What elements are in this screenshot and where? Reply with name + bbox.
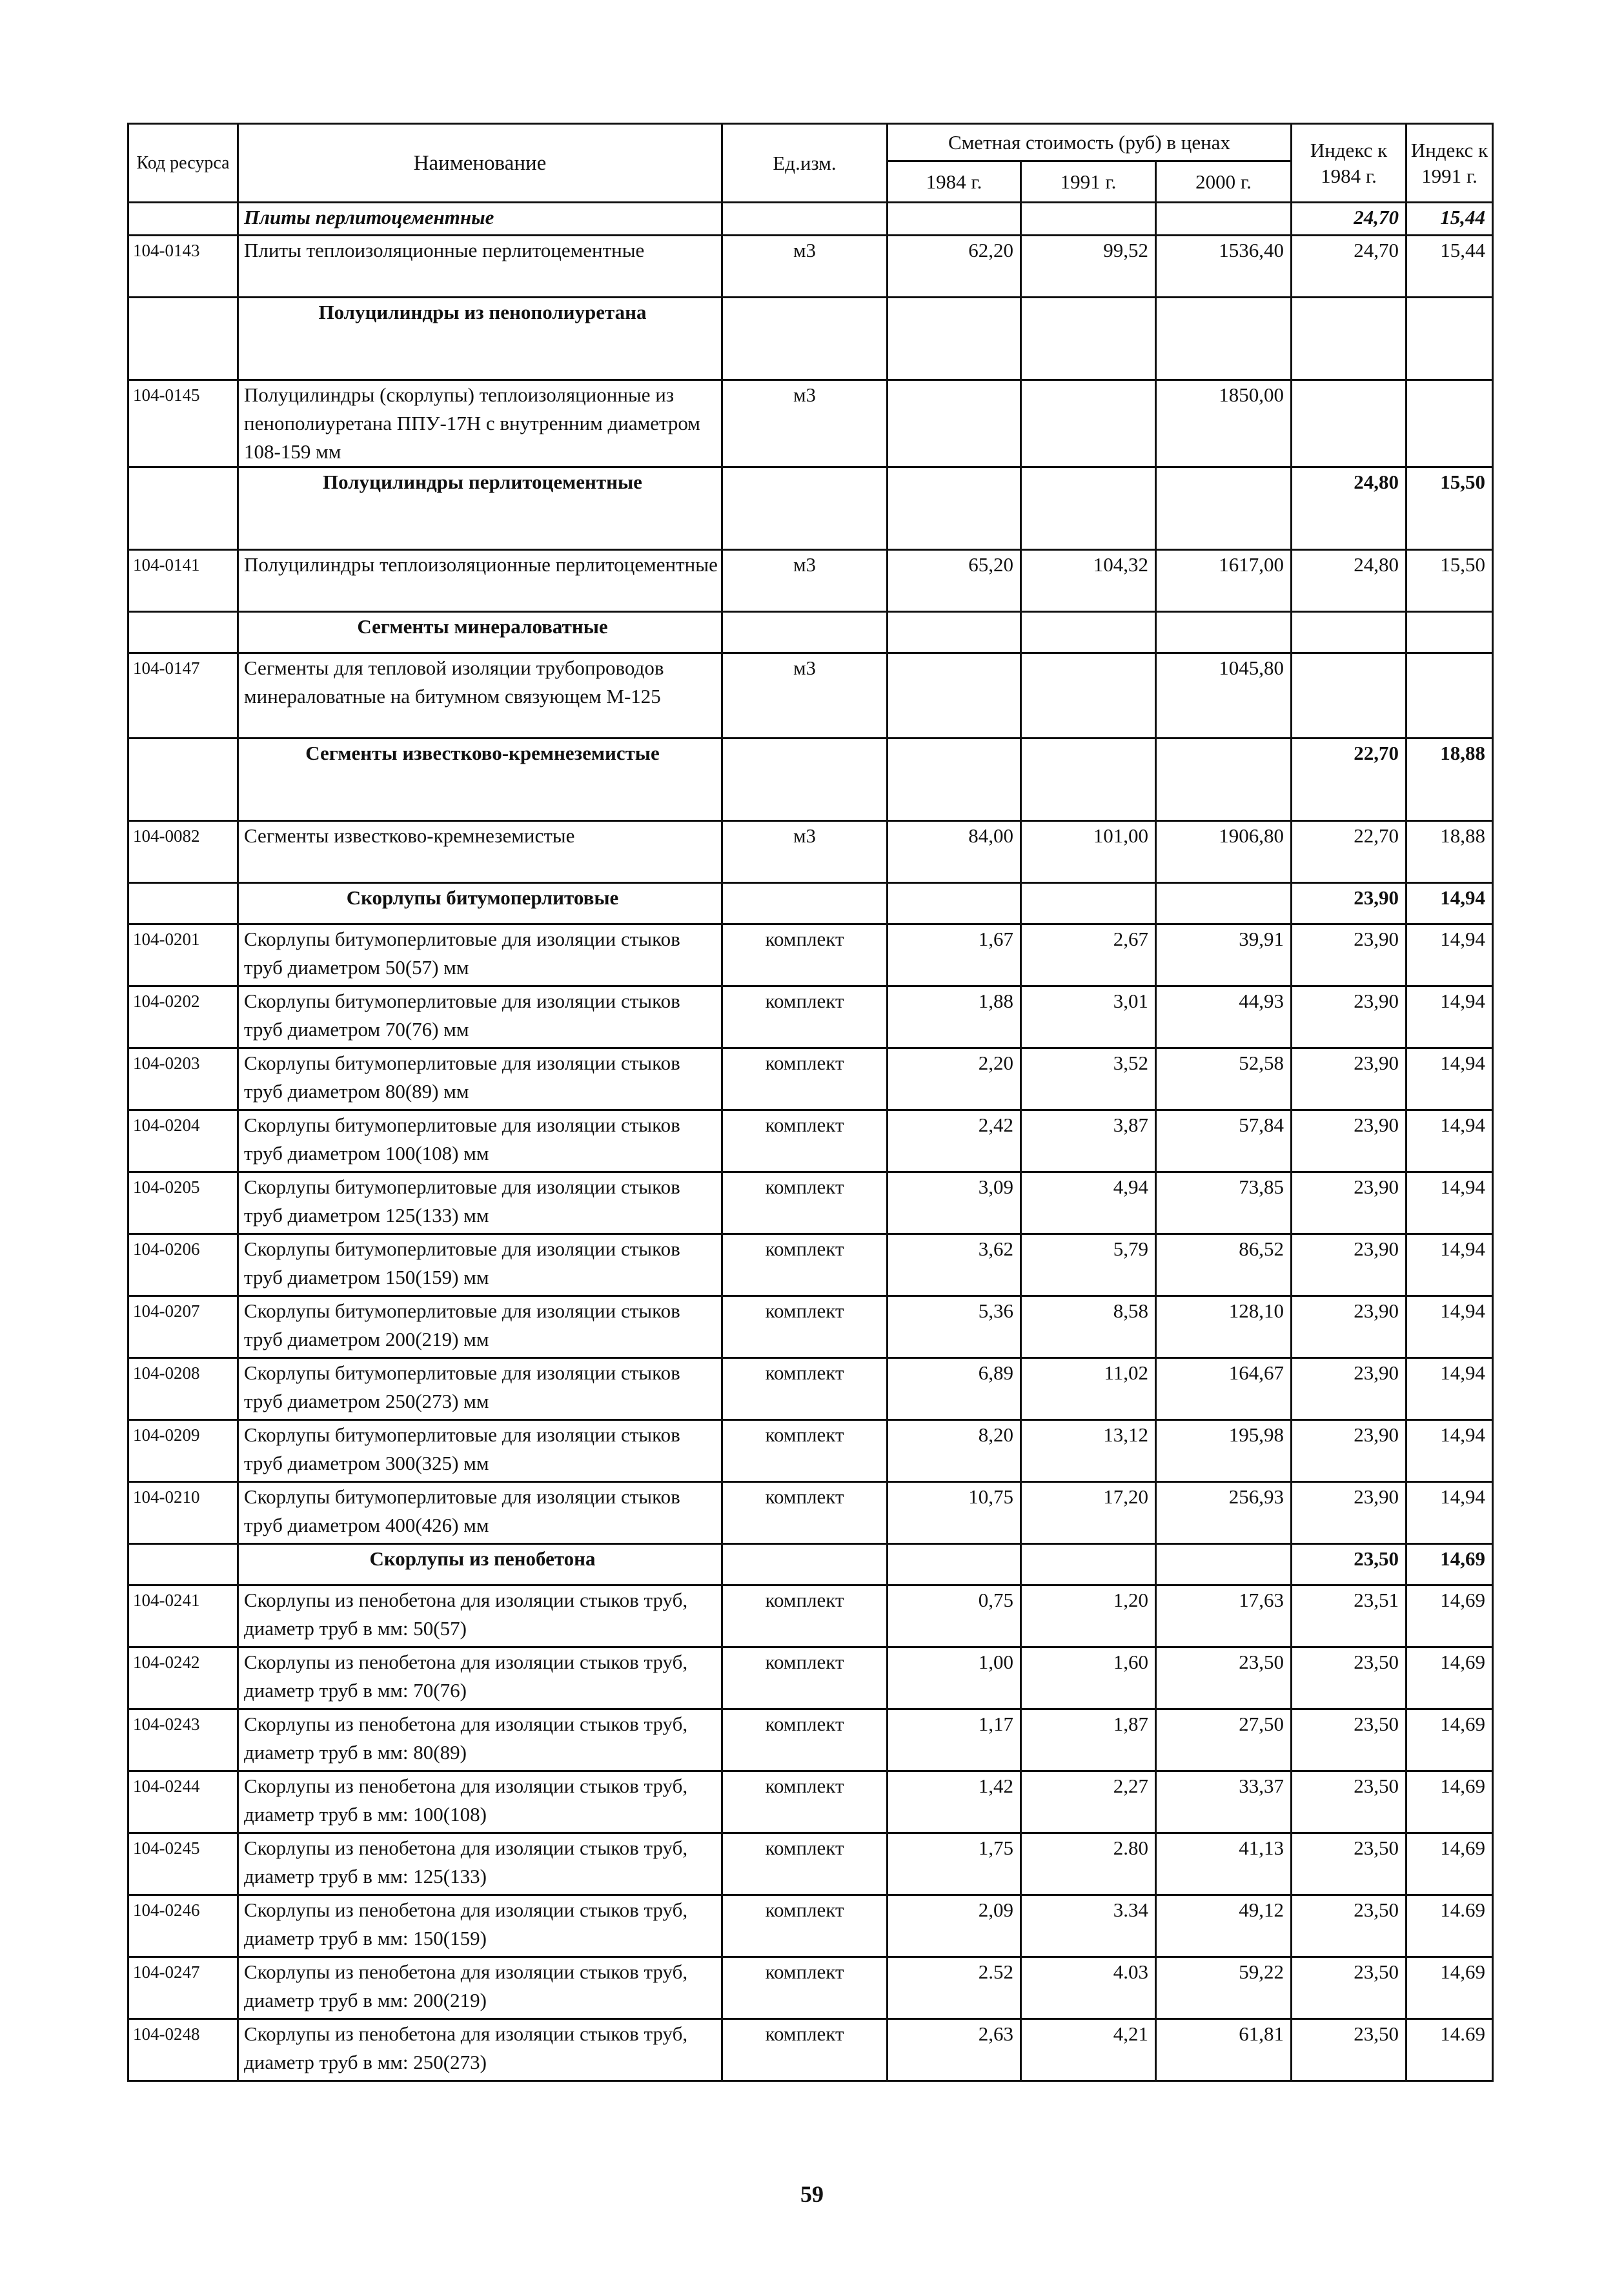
cell-c1991: 99,52	[1021, 236, 1156, 298]
cell-c1991: 3,01	[1021, 986, 1156, 1048]
cell-unit: комплект	[722, 1358, 888, 1420]
cell-unit	[722, 203, 888, 236]
cell-c1991: 2.80	[1021, 1833, 1156, 1895]
table-row	[128, 821, 1493, 883]
cell-i1991: 14,94	[1406, 1482, 1493, 1544]
cell-c1991: 1,87	[1021, 1709, 1156, 1771]
cell-c1984: 84,00	[888, 821, 1021, 883]
cell-c1984: 8,20	[888, 1420, 1021, 1482]
cell-i1984: 23,90	[1292, 1420, 1406, 1482]
cell-unit: комплект	[722, 2019, 888, 2081]
cell-i1984: 23,50	[1292, 2019, 1406, 2081]
cell-c2000	[1156, 467, 1292, 550]
cell-c2000: 27,50	[1156, 1709, 1292, 1771]
cell-i1991: 14,69	[1406, 1647, 1493, 1709]
table-row	[128, 1895, 1493, 1957]
cell-i1991: 14,94	[1406, 986, 1493, 1048]
cell-c1984: 1,88	[888, 986, 1021, 1048]
cell-i1984: 24,70	[1292, 236, 1406, 298]
cell-unit: комплект	[722, 924, 888, 986]
cell-c2000: 1045,80	[1156, 653, 1292, 738]
cell-i1984: 23,90	[1292, 986, 1406, 1048]
cell-i1991: 15,50	[1406, 550, 1493, 612]
cell-i1984: 23,50	[1292, 1895, 1406, 1957]
cell-c1984: 0,75	[888, 1585, 1021, 1647]
cell-name: Скорлупы битумоперлитовые для изоляции стыков труб диаметром 300(325) мм	[238, 1420, 722, 1482]
cell-name: Скорлупы из пенобетона для изоляции стыков труб, диаметр труб в мм: 70(76)	[238, 1647, 722, 1709]
cell-c1984: 65,20	[888, 550, 1021, 612]
cell-c2000: 17,63	[1156, 1585, 1292, 1647]
cell-unit: комплект	[722, 986, 888, 1048]
table-row	[128, 1172, 1493, 1234]
cell-c1991	[1021, 653, 1156, 738]
cell-i1991: 14,69	[1406, 1585, 1493, 1647]
cell-i1984: 23,50	[1292, 1833, 1406, 1895]
cell-c1991: 8,58	[1021, 1296, 1156, 1358]
cell-c1991	[1021, 298, 1156, 380]
table-row	[128, 550, 1493, 612]
cell-name: Скорлупы из пенобетона для изоляции стыков труб, диаметр труб в мм: 100(108)	[238, 1771, 722, 1833]
cell-c1984	[888, 738, 1021, 821]
cell-c2000	[1156, 612, 1292, 653]
cell-i1984: 22,70	[1292, 738, 1406, 821]
header-index-1984: Индекс к 1984 г.	[1292, 124, 1406, 203]
cell-code: 104-0141	[128, 550, 238, 612]
cell-code: 104-0145	[128, 380, 238, 467]
cell-unit: м3	[722, 653, 888, 738]
cell-i1984	[1292, 380, 1406, 467]
cell-code: 104-0242	[128, 1647, 238, 1709]
cell-c1984: 2,20	[888, 1048, 1021, 1110]
cell-name: Скорлупы битумоперлитовые для изоляции стыков труб диаметром 150(159) мм	[238, 1234, 722, 1296]
cell-unit	[722, 883, 888, 924]
table-row	[128, 1482, 1493, 1544]
cell-c1984: 2,09	[888, 1895, 1021, 1957]
cell-i1984: 23,51	[1292, 1585, 1406, 1647]
cell-name: Скорлупы битумоперлитовые для изоляции стыков труб диаметром 80(89) мм	[238, 1048, 722, 1110]
section-row	[128, 203, 1493, 236]
cell-c1991	[1021, 467, 1156, 550]
cell-c2000: 164,67	[1156, 1358, 1292, 1420]
section-row	[128, 298, 1493, 380]
cell-unit: м3	[722, 550, 888, 612]
cell-c2000: 1536,40	[1156, 236, 1292, 298]
cell-name: Скорлупы битумоперлитовые для изоляции стыков труб диаметром 125(133) мм	[238, 1172, 722, 1234]
cell-i1984	[1292, 298, 1406, 380]
table-row	[128, 1234, 1493, 1296]
cell-c1991: 4,94	[1021, 1172, 1156, 1234]
cell-code: 104-0248	[128, 2019, 238, 2081]
cell-c2000: 49,12	[1156, 1895, 1292, 1957]
header-year-2000: 2000 г.	[1156, 161, 1292, 203]
page-number: 59	[800, 2181, 824, 2207]
cell-i1991: 14,69	[1406, 1771, 1493, 1833]
section-row	[128, 883, 1493, 924]
section-row	[128, 467, 1493, 550]
cell-c2000: 73,85	[1156, 1172, 1292, 1234]
cell-name: Плиты перлитоцементные	[238, 203, 722, 236]
section-row	[128, 738, 1493, 821]
cell-c1991: 13,12	[1021, 1420, 1156, 1482]
cell-name: Сегменты известково-кремнеземистые	[238, 738, 722, 821]
cell-code: 104-0245	[128, 1833, 238, 1895]
cell-code: 104-0204	[128, 1110, 238, 1172]
header-name: Наименование	[238, 124, 722, 203]
cell-c1991: 101,00	[1021, 821, 1156, 883]
cell-c1984: 1,42	[888, 1771, 1021, 1833]
cell-c1984	[888, 1544, 1021, 1585]
cell-c1984: 2,63	[888, 2019, 1021, 2081]
cell-code: 104-0203	[128, 1048, 238, 1110]
cell-i1991: 18,88	[1406, 738, 1493, 821]
cell-i1984: 23,50	[1292, 1957, 1406, 2019]
cell-i1984: 23,90	[1292, 924, 1406, 986]
cell-c1984: 62,20	[888, 236, 1021, 298]
cell-name: Скорлупы из пенобетона для изоляции стыков труб, диаметр труб в мм: 125(133)	[238, 1833, 722, 1895]
cell-c1991: 5,79	[1021, 1234, 1156, 1296]
cell-c1984: 1,17	[888, 1709, 1021, 1771]
cell-name: Скорлупы из пенобетона для изоляции стыков труб, диаметр труб в мм: 250(273)	[238, 2019, 722, 2081]
cell-i1991	[1406, 653, 1493, 738]
cell-code	[128, 612, 238, 653]
cell-unit: комплект	[722, 1048, 888, 1110]
cell-name: Скорлупы из пенобетона для изоляции стыков труб, диаметр труб в мм: 50(57)	[238, 1585, 722, 1647]
cell-unit: комплект	[722, 1110, 888, 1172]
cell-i1991: 14,94	[1406, 1234, 1493, 1296]
cell-name: Плиты теплоизоляционные перлитоцементные	[238, 236, 722, 298]
cell-c1984: 1,67	[888, 924, 1021, 986]
cell-i1991	[1406, 612, 1493, 653]
cell-c1984: 1,75	[888, 1833, 1021, 1895]
cell-unit: комплект	[722, 1895, 888, 1957]
header-year-1991: 1991 г.	[1021, 161, 1156, 203]
cell-unit	[722, 612, 888, 653]
cell-c1991: 17,20	[1021, 1482, 1156, 1544]
cell-unit: комплект	[722, 1647, 888, 1709]
cell-c2000: 57,84	[1156, 1110, 1292, 1172]
header-year-1984: 1984 г.	[888, 161, 1021, 203]
cell-unit	[722, 298, 888, 380]
cell-c2000: 33,37	[1156, 1771, 1292, 1833]
cell-c1984	[888, 883, 1021, 924]
cell-i1991: 14,94	[1406, 1048, 1493, 1110]
cell-i1984: 23,90	[1292, 1482, 1406, 1544]
cell-unit: м3	[722, 821, 888, 883]
cell-i1984: 23,50	[1292, 1544, 1406, 1585]
cell-c2000: 1906,80	[1156, 821, 1292, 883]
cell-c2000: 23,50	[1156, 1647, 1292, 1709]
cell-i1991: 18,88	[1406, 821, 1493, 883]
cell-i1984: 23,90	[1292, 1296, 1406, 1358]
cell-unit: комплект	[722, 1709, 888, 1771]
table-row	[128, 1647, 1493, 1709]
cell-c2000: 59,22	[1156, 1957, 1292, 2019]
cell-i1984: 23,90	[1292, 1110, 1406, 1172]
cell-unit: комплект	[722, 1585, 888, 1647]
cell-i1984: 23,90	[1292, 1048, 1406, 1110]
cell-c2000	[1156, 203, 1292, 236]
cell-code	[128, 203, 238, 236]
cell-c2000: 52,58	[1156, 1048, 1292, 1110]
cell-c2000: 86,52	[1156, 1234, 1292, 1296]
cell-i1984: 23,50	[1292, 1771, 1406, 1833]
cell-c1984	[888, 298, 1021, 380]
cell-c1991	[1021, 738, 1156, 821]
cell-c2000: 1850,00	[1156, 380, 1292, 467]
cell-c1984: 2,42	[888, 1110, 1021, 1172]
cell-c1991	[1021, 380, 1156, 467]
cell-code	[128, 738, 238, 821]
cell-i1991: 14,94	[1406, 1420, 1493, 1482]
table-body	[128, 203, 1493, 2081]
cell-i1991: 14.69	[1406, 2019, 1493, 2081]
header-code: Код ресурса	[128, 124, 238, 203]
table-row	[128, 380, 1493, 467]
cell-c1984: 2.52	[888, 1957, 1021, 2019]
cell-c1984: 3,62	[888, 1234, 1021, 1296]
cell-i1991: 14,69	[1406, 1833, 1493, 1895]
cell-name: Сегменты минераловатные	[238, 612, 722, 653]
header-cost-group: Сметная стоимость (руб) в ценах	[888, 124, 1292, 161]
cell-unit	[722, 738, 888, 821]
table-row	[128, 1358, 1493, 1420]
cell-unit	[722, 1544, 888, 1585]
cell-c1991	[1021, 1544, 1156, 1585]
table-row	[128, 924, 1493, 986]
cell-c2000: 39,91	[1156, 924, 1292, 986]
cell-c1984	[888, 653, 1021, 738]
table-header	[128, 124, 1493, 203]
cell-name: Скорлупы битумоперлитовые для изоляции стыков труб диаметром 50(57) мм	[238, 924, 722, 986]
cell-i1991: 15,44	[1406, 236, 1493, 298]
cell-c1991: 104,32	[1021, 550, 1156, 612]
cell-unit: комплект	[722, 1833, 888, 1895]
cell-code	[128, 1544, 238, 1585]
cell-c2000: 256,93	[1156, 1482, 1292, 1544]
cell-name: Полуцилиндры (скорлупы) теплоизоляционные из пенополиуретана ППУ-17Н с внутренним диаметром 108-159 мм	[238, 380, 722, 467]
table-row	[128, 653, 1493, 738]
cell-i1991: 14,94	[1406, 1172, 1493, 1234]
header-index-1991: Индекс к 1991 г.	[1406, 124, 1493, 203]
cell-code: 104-0243	[128, 1709, 238, 1771]
cell-i1984: 24,70	[1292, 203, 1406, 236]
cell-c1984: 6,89	[888, 1358, 1021, 1420]
cell-c1991: 11,02	[1021, 1358, 1156, 1420]
table-row	[128, 1296, 1493, 1358]
section-row	[128, 1544, 1493, 1585]
cell-code: 104-0205	[128, 1172, 238, 1234]
cell-c1991: 1,20	[1021, 1585, 1156, 1647]
cell-i1991: 14,69	[1406, 1957, 1493, 2019]
cell-i1991	[1406, 298, 1493, 380]
cell-code: 104-0147	[128, 653, 238, 738]
table-row	[128, 1585, 1493, 1647]
cell-name: Скорлупы битумоперлитовые для изоляции стыков труб диаметром 200(219) мм	[238, 1296, 722, 1358]
cell-c1984: 5,36	[888, 1296, 1021, 1358]
cell-i1984: 23,90	[1292, 1234, 1406, 1296]
cell-c2000	[1156, 1544, 1292, 1585]
cell-c1984	[888, 612, 1021, 653]
cell-c2000: 1617,00	[1156, 550, 1292, 612]
cell-unit: комплект	[722, 1957, 888, 2019]
cell-name: Скорлупы битумоперлитовые для изоляции стыков труб диаметром 100(108) мм	[238, 1110, 722, 1172]
table-row	[128, 1110, 1493, 1172]
cell-i1991: 14,94	[1406, 1358, 1493, 1420]
cell-c1984	[888, 203, 1021, 236]
cell-code: 104-0207	[128, 1296, 238, 1358]
cell-c1991: 3.34	[1021, 1895, 1156, 1957]
cell-c1991: 1,60	[1021, 1647, 1156, 1709]
cell-i1991: 15,50	[1406, 467, 1493, 550]
cell-name: Скорлупы из пенобетона	[238, 1544, 722, 1585]
header-unit: Ед.изм.	[722, 124, 888, 203]
cell-c2000: 41,13	[1156, 1833, 1292, 1895]
cell-name: Скорлупы из пенобетона для изоляции стыков труб, диаметр труб в мм: 80(89)	[238, 1709, 722, 1771]
table-row	[128, 1833, 1493, 1895]
cell-c2000: 195,98	[1156, 1420, 1292, 1482]
cell-i1984	[1292, 612, 1406, 653]
cell-name: Сегменты известково-кремнеземистые	[238, 821, 722, 883]
cell-code: 104-0208	[128, 1358, 238, 1420]
cell-code: 104-0201	[128, 924, 238, 986]
cell-unit: комплект	[722, 1771, 888, 1833]
cell-name: Скорлупы битумоперлитовые для изоляции стыков труб диаметром 70(76) мм	[238, 986, 722, 1048]
cell-code: 104-0202	[128, 986, 238, 1048]
table-row	[128, 1048, 1493, 1110]
cell-name: Скорлупы из пенобетона для изоляции стыков труб, диаметр труб в мм: 200(219)	[238, 1957, 722, 2019]
cell-name: Полуцилиндры из пенополиуретана	[238, 298, 722, 380]
cell-code: 104-0241	[128, 1585, 238, 1647]
cell-i1984: 23,50	[1292, 1647, 1406, 1709]
cell-i1984: 23,90	[1292, 883, 1406, 924]
cell-name: Сегменты для тепловой изоляции трубопроводов минераловатные на битумном связующем М-125	[238, 653, 722, 738]
cell-i1984: 24,80	[1292, 467, 1406, 550]
cell-code: 104-0206	[128, 1234, 238, 1296]
cell-i1991: 14,94	[1406, 1296, 1493, 1358]
cell-code	[128, 298, 238, 380]
cell-code: 104-0246	[128, 1895, 238, 1957]
cell-code: 104-0082	[128, 821, 238, 883]
table-row	[128, 2019, 1493, 2081]
cell-i1991: 14.69	[1406, 1895, 1493, 1957]
cell-name: Скорлупы битумоперлитовые	[238, 883, 722, 924]
table-row	[128, 236, 1493, 298]
cell-i1984: 23,90	[1292, 1172, 1406, 1234]
cell-unit	[722, 467, 888, 550]
cell-unit: комплект	[722, 1172, 888, 1234]
cell-c2000: 61,81	[1156, 2019, 1292, 2081]
cell-c2000: 128,10	[1156, 1296, 1292, 1358]
cell-c2000	[1156, 738, 1292, 821]
cell-code: 104-0210	[128, 1482, 238, 1544]
cell-c1991: 2,27	[1021, 1771, 1156, 1833]
cell-c1991: 2,67	[1021, 924, 1156, 986]
table-row	[128, 986, 1493, 1048]
cell-unit: м3	[722, 236, 888, 298]
cell-i1991	[1406, 380, 1493, 467]
cell-c1991: 3,87	[1021, 1110, 1156, 1172]
cell-c1984	[888, 467, 1021, 550]
cell-i1991: 14,94	[1406, 924, 1493, 986]
cell-i1984: 23,90	[1292, 1358, 1406, 1420]
cell-name: Скорлупы из пенобетона для изоляции стыков труб, диаметр труб в мм: 150(159)	[238, 1895, 722, 1957]
cell-unit: комплект	[722, 1420, 888, 1482]
cell-c2000	[1156, 298, 1292, 380]
cell-name: Полуцилиндры перлитоцементные	[238, 467, 722, 550]
section-row	[128, 612, 1493, 653]
cell-c1991: 3,52	[1021, 1048, 1156, 1110]
cell-name: Полуцилиндры теплоизоляционные перлитоцементные	[238, 550, 722, 612]
cell-code: 104-0247	[128, 1957, 238, 2019]
cell-i1984	[1292, 653, 1406, 738]
cell-i1991: 14,94	[1406, 1110, 1493, 1172]
table-row	[128, 1771, 1493, 1833]
table-row	[128, 1420, 1493, 1482]
cell-c1984: 1,00	[888, 1647, 1021, 1709]
cell-c1991	[1021, 203, 1156, 236]
cell-unit: м3	[722, 380, 888, 467]
cell-i1991: 14,69	[1406, 1709, 1493, 1771]
cell-code: 104-0244	[128, 1771, 238, 1833]
cell-code: 104-0209	[128, 1420, 238, 1482]
cell-i1984: 22,70	[1292, 821, 1406, 883]
cell-unit: комплект	[722, 1234, 888, 1296]
cell-code	[128, 467, 238, 550]
cell-i1991: 15,44	[1406, 203, 1493, 236]
cell-c1991: 4,21	[1021, 2019, 1156, 2081]
cell-c1991	[1021, 883, 1156, 924]
cell-name: Скорлупы битумоперлитовые для изоляции стыков труб диаметром 400(426) мм	[238, 1482, 722, 1544]
price-table	[127, 123, 1494, 2082]
cell-c1991: 4.03	[1021, 1957, 1156, 2019]
cell-c2000: 44,93	[1156, 986, 1292, 1048]
cell-unit: комплект	[722, 1296, 888, 1358]
cell-i1991: 14,94	[1406, 883, 1493, 924]
cell-c1991	[1021, 612, 1156, 653]
cell-c1984: 10,75	[888, 1482, 1021, 1544]
table-row	[128, 1709, 1493, 1771]
cell-i1984: 24,80	[1292, 550, 1406, 612]
cell-i1991: 14,69	[1406, 1544, 1493, 1585]
cell-c2000	[1156, 883, 1292, 924]
cell-name: Скорлупы битумоперлитовые для изоляции стыков труб диаметром 250(273) мм	[238, 1358, 722, 1420]
cell-i1984: 23,50	[1292, 1709, 1406, 1771]
cell-unit: комплект	[722, 1482, 888, 1544]
cell-code	[128, 883, 238, 924]
cell-code: 104-0143	[128, 236, 238, 298]
table-row	[128, 1957, 1493, 2019]
cell-c1984	[888, 380, 1021, 467]
cell-c1984: 3,09	[888, 1172, 1021, 1234]
